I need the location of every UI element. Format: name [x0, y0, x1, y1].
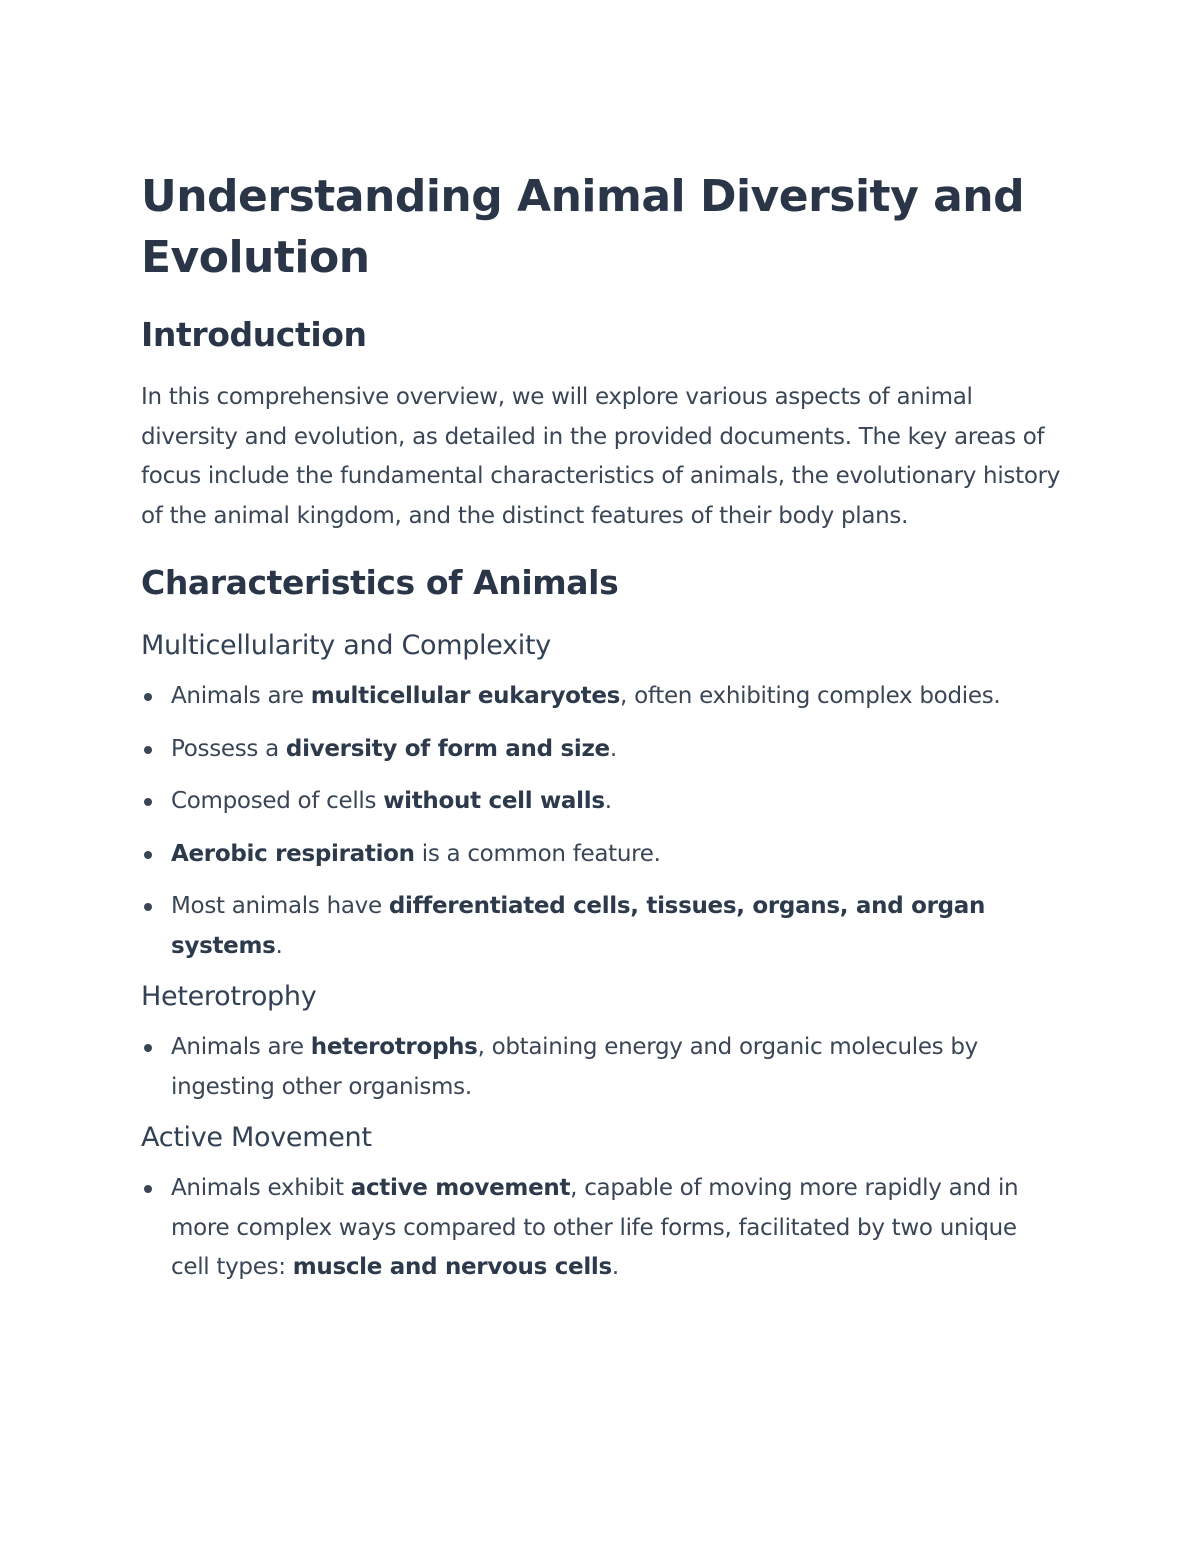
list-item-emphasis: without cell walls — [383, 788, 605, 814]
list-item-emphasis: multicellular eukaryotes — [310, 683, 621, 709]
list-item-emphasis: muscle and nervous cells — [292, 1254, 612, 1280]
list-item-text: Composed of cells — [171, 788, 384, 814]
bullet-icon — [144, 693, 152, 701]
list-item-emphasis: diversity of form and size — [285, 735, 610, 762]
list-item-text: , capable of moving more rapidly and in more complex ways compared to other life forms, facilitated by two unique cell types: — [171, 1175, 1019, 1280]
active-movement-list — [141, 1169, 1061, 1288]
bullet-icon — [144, 798, 152, 806]
list-item-text: . — [604, 788, 612, 814]
document-page — [141, 166, 1061, 1301]
list-item-text: . — [275, 932, 283, 959]
subsection-heading-multicellularity: Multicellularity and Complexity — [141, 630, 551, 661]
bullet-icon — [144, 903, 152, 911]
bullet-icon — [144, 1185, 152, 1193]
multicellularity-list — [141, 677, 1061, 966]
list-item-emphasis: heterotrophs — [310, 1034, 478, 1060]
list-item-text: is a common feature. — [414, 840, 661, 867]
bullet-icon — [144, 1044, 152, 1052]
list-item — [141, 835, 1061, 875]
list-item-emphasis: Aerobic respiration — [171, 840, 415, 867]
list-item-text: Animals exhibit — [171, 1175, 351, 1201]
list-item — [141, 782, 1061, 822]
heterotrophy-list — [141, 1028, 1061, 1107]
list-item — [141, 1028, 1061, 1107]
subsection-heading-active-movement: Active Movement — [141, 1122, 372, 1153]
section-heading-introduction: Introduction — [141, 315, 367, 354]
list-item-text: , often exhibiting complex bodies. — [620, 683, 1001, 709]
document-title: Understanding Animal Diversity and Evolution — [141, 171, 1025, 283]
list-item — [141, 677, 1061, 717]
list-item-text: Animals are — [171, 683, 311, 709]
list-item-text: Possess a — [171, 735, 286, 762]
list-item-text: Animals are — [171, 1034, 311, 1060]
list-item — [141, 730, 1061, 770]
list-item-text: . — [609, 735, 617, 762]
list-item-emphasis: differentiated cells, tissues, organs, and organ systems — [171, 893, 986, 959]
section-heading-characteristics: Characteristics of Animals — [141, 563, 619, 602]
list-item — [141, 1169, 1061, 1288]
list-item-text: . — [611, 1254, 619, 1280]
bullet-icon — [144, 851, 152, 859]
list-item-text: Most animals have — [171, 893, 389, 919]
bullet-icon — [144, 746, 152, 754]
list-item-text: , obtaining energy and organic molecules by ingesting other organisms. — [171, 1034, 978, 1100]
introduction-paragraph: In this comprehensive overview, we will explore various aspects of animal diversity and evolution, as detailed in the provided documents. The key areas of focus include the fundamental characteristics of animals, the evolutionary history of the animal kingdom, and the distinct features of their body plans. — [141, 384, 1061, 529]
subsection-heading-heterotrophy: Heterotrophy — [141, 981, 317, 1012]
list-item — [141, 887, 1061, 966]
list-item-emphasis: active movement — [350, 1175, 571, 1201]
